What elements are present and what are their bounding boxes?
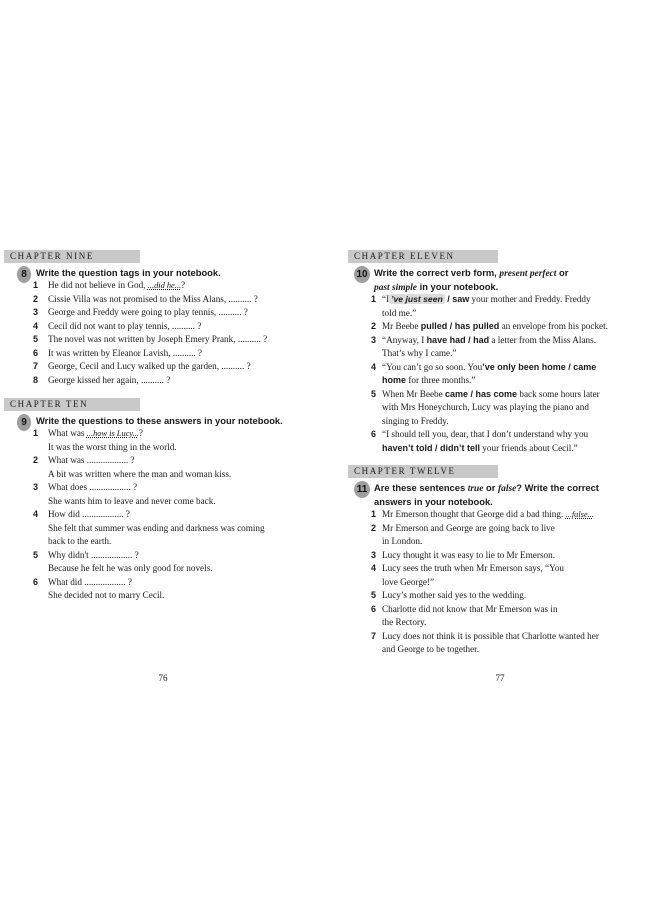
item-number: 4 (370, 563, 376, 573)
item-text: “You can’t go so soon. You (382, 361, 483, 372)
instruction-emphasis: true (467, 484, 484, 494)
item-number: 3 (32, 307, 38, 317)
item-text: That’s why I came.” (382, 348, 457, 358)
item-text: your mother and Freddy. Freddy (469, 294, 591, 304)
instruction-emphasis: present perfect (499, 269, 557, 279)
question-tag-item-8: George kissed her again, .......... ? (48, 374, 171, 385)
item-number: 1 (32, 428, 38, 438)
exercise-11-instruction-line-1 (374, 481, 599, 496)
answer-text: She wants him to leave and never come back. (48, 495, 216, 506)
answer-text: It was the worst thing in the world. (48, 441, 177, 452)
question-item-4: How did .................. ? (48, 509, 130, 519)
exercise-9-badge: 9 (17, 414, 31, 431)
verb-choice: came / has come (445, 388, 518, 399)
item-text: back some hours later (517, 388, 600, 399)
instruction-emphasis: false (498, 484, 517, 494)
item-text: singing to Freddy. (382, 415, 449, 426)
exercise-8-badge: 8 (17, 266, 31, 283)
instruction-text: Write the correct verb form, (374, 267, 500, 278)
item-text: ? (138, 428, 143, 438)
true-false-item-4-line-2: love George!” (382, 576, 435, 587)
item-text: “Anyway, I (382, 334, 427, 345)
exercise-11-instruction-line-2: answers in your notebook. (374, 496, 493, 507)
item-number: 3 (370, 549, 376, 560)
true-false-item-2-line-2: in London. (382, 536, 423, 546)
verb-choice: have had / had (426, 334, 490, 345)
question-item-3: What does .................. ? (48, 482, 138, 492)
true-false-item-7-line-2: and George to be together. (382, 644, 480, 654)
exercise-10-instruction-line-1 (374, 266, 568, 281)
verb-choice: / saw (444, 294, 470, 304)
item-number: 5 (370, 388, 376, 399)
item-text: “I should tell you, dear, that I don’t understand why you (382, 429, 589, 439)
answer-text: She felt that summer was ending and darkness was coming (48, 522, 265, 533)
question-item-2: What was .................. ? (48, 455, 135, 465)
question-item-5: Why didn't .................. ? (48, 549, 139, 560)
item-number: 6 (32, 576, 38, 587)
item-number: 5 (370, 590, 376, 600)
question-item-6: What did .................. ? (48, 576, 132, 587)
instruction-text: Are these sentences (374, 482, 468, 493)
question-tag-item-5: The novel was not written by Joseph Emery Prank, .......... ? (48, 334, 268, 344)
item-number: 2 (370, 321, 376, 331)
instruction-text: in your notebook. (416, 281, 499, 292)
answer-text: A bit was written where the man and woman kiss. (48, 468, 232, 479)
item-number: 7 (370, 630, 376, 641)
item-number: 5 (32, 334, 38, 344)
verb-item-5-line-3 (382, 415, 449, 429)
question-tag-item-4: Cecil did not want to play tennis, .......... ? (48, 320, 202, 331)
verb-item-3-line-2 (382, 347, 457, 361)
item-text: an envelope from his pocket. (499, 321, 608, 331)
verb-item-4-line-2 (382, 374, 475, 388)
verb-item-2-line-1 (382, 320, 608, 334)
question-item-1 (48, 427, 143, 441)
item-text: Mr Emerson thought that George did a bad thing. (382, 509, 564, 519)
item-text: for three months.” (406, 375, 476, 385)
item-text: He did not believe in God, (48, 280, 148, 290)
exercise-9-instruction: Write the questions to these answers in your notebook. (36, 415, 283, 426)
item-text: a letter from the Miss Alans. (489, 334, 597, 345)
item-text: your friends about Cecil.” (480, 442, 578, 453)
item-number: 2 (32, 455, 38, 465)
item-number: 1 (370, 294, 376, 304)
verb-item-6-line-2 (382, 442, 578, 456)
answer-text: She decided not to marry Cecil. (48, 590, 165, 600)
chapter-nine-heading: CHAPTER NINE (4, 250, 140, 263)
verb-item-6-line-1 (382, 428, 588, 442)
true-false-item-6-line-2: the Rectory. (382, 617, 427, 627)
verb-choice: haven’t told / didn’t tell (382, 442, 480, 453)
chapter-eleven-heading: CHAPTER ELEVEN (348, 250, 498, 263)
verb-item-4-line-1 (382, 361, 596, 375)
item-text: told me.” (382, 307, 417, 318)
item-number: 8 (32, 374, 38, 385)
verb-item-5-line-2 (382, 401, 589, 415)
item-number: 6 (370, 603, 376, 614)
verb-item-3-line-1 (382, 334, 596, 348)
item-text: When Mr Beebe (382, 388, 446, 399)
chapter-ten-heading: CHAPTER TEN (4, 398, 140, 411)
item-number: 1 (32, 280, 38, 290)
answer-text: back to the earth. (48, 536, 112, 546)
verb-item-5-line-1 (382, 388, 600, 402)
item-number: 2 (370, 522, 376, 533)
item-number: 3 (370, 334, 376, 345)
item-number: 6 (370, 429, 376, 439)
item-number: 4 (32, 509, 38, 519)
instruction-text: or (483, 482, 499, 493)
item-number: 6 (32, 347, 38, 358)
handwritten-answer: ...did he... (147, 281, 182, 290)
question-tag-item-3: George and Freddy were going to play tennis, .......... ? (48, 307, 248, 317)
item-text: What was (48, 428, 87, 438)
verb-choice: ’ve only been home / came (482, 361, 597, 372)
instruction-text: ? Write the correct (516, 482, 599, 493)
answer-text: Because he felt he was only good for novels. (48, 563, 213, 573)
item-number: 3 (32, 482, 38, 492)
question-tag-item-1 (48, 279, 185, 293)
true-false-item-4-line-1: Lucy sees the truth when Mr Emerson says, “You (382, 563, 565, 573)
question-tag-item-7: George, Cecil and Lucy walked up the garden, .......... ? (48, 361, 251, 371)
chapter-twelve-heading: CHAPTER TWELVE (348, 465, 498, 478)
exercise-10-badge: 10 (354, 266, 370, 283)
true-false-item-2-line-1: Mr Emerson and George are going back to live (382, 522, 555, 533)
true-false-item-1 (382, 508, 594, 522)
verb-item-1-line-2 (382, 307, 416, 321)
item-text: “I (382, 294, 390, 304)
handwritten-answer: ...how is Lucy... (86, 429, 139, 438)
true-false-item-7-line-1: Lucy does not think it is possible that Charlotte wanted her (382, 630, 599, 641)
right-page (330, 0, 660, 904)
item-number: 4 (370, 361, 376, 372)
item-text: Mr Beebe (382, 321, 421, 331)
exercise-8-instruction: Write the question tags in your notebook. (36, 267, 221, 278)
item-number: 2 (32, 293, 38, 304)
item-number: 4 (32, 320, 38, 331)
highlighted-answer: ’ve just seen (391, 294, 443, 304)
instruction-emphasis: past simple (374, 283, 417, 293)
true-false-item-5: Lucy’s mother said yes to the wedding. (382, 590, 527, 600)
instruction-text: or (556, 267, 569, 278)
exercise-11-badge: 11 (354, 481, 370, 498)
item-number: 7 (32, 361, 38, 371)
item-text: with Mrs Honeychurch, Lucy was playing the piano and (382, 402, 589, 412)
true-false-item-3: Lucy thought it was easy to lie to Mr Emerson. (382, 549, 556, 560)
true-false-item-6-line-1: Charlotte did not know that Mr Emerson was in (382, 603, 558, 614)
page-number: 76 (158, 673, 168, 683)
verb-item-1-line-1 (382, 293, 591, 307)
question-tag-item-2: Cissie Villa was not promised to the Miss Alans, .......... ? (48, 293, 258, 304)
item-number: 5 (32, 549, 38, 560)
question-tag-item-6: It was written by Eleanor Lavish, .......... ? (48, 347, 203, 358)
item-text: ? (181, 280, 186, 290)
item-number: 1 (370, 509, 376, 519)
verb-choice: pulled / has pulled (420, 321, 500, 331)
handwritten-answer: ...false... (565, 510, 594, 519)
verb-choice: home (382, 375, 407, 385)
page-number: 77 (495, 673, 505, 683)
